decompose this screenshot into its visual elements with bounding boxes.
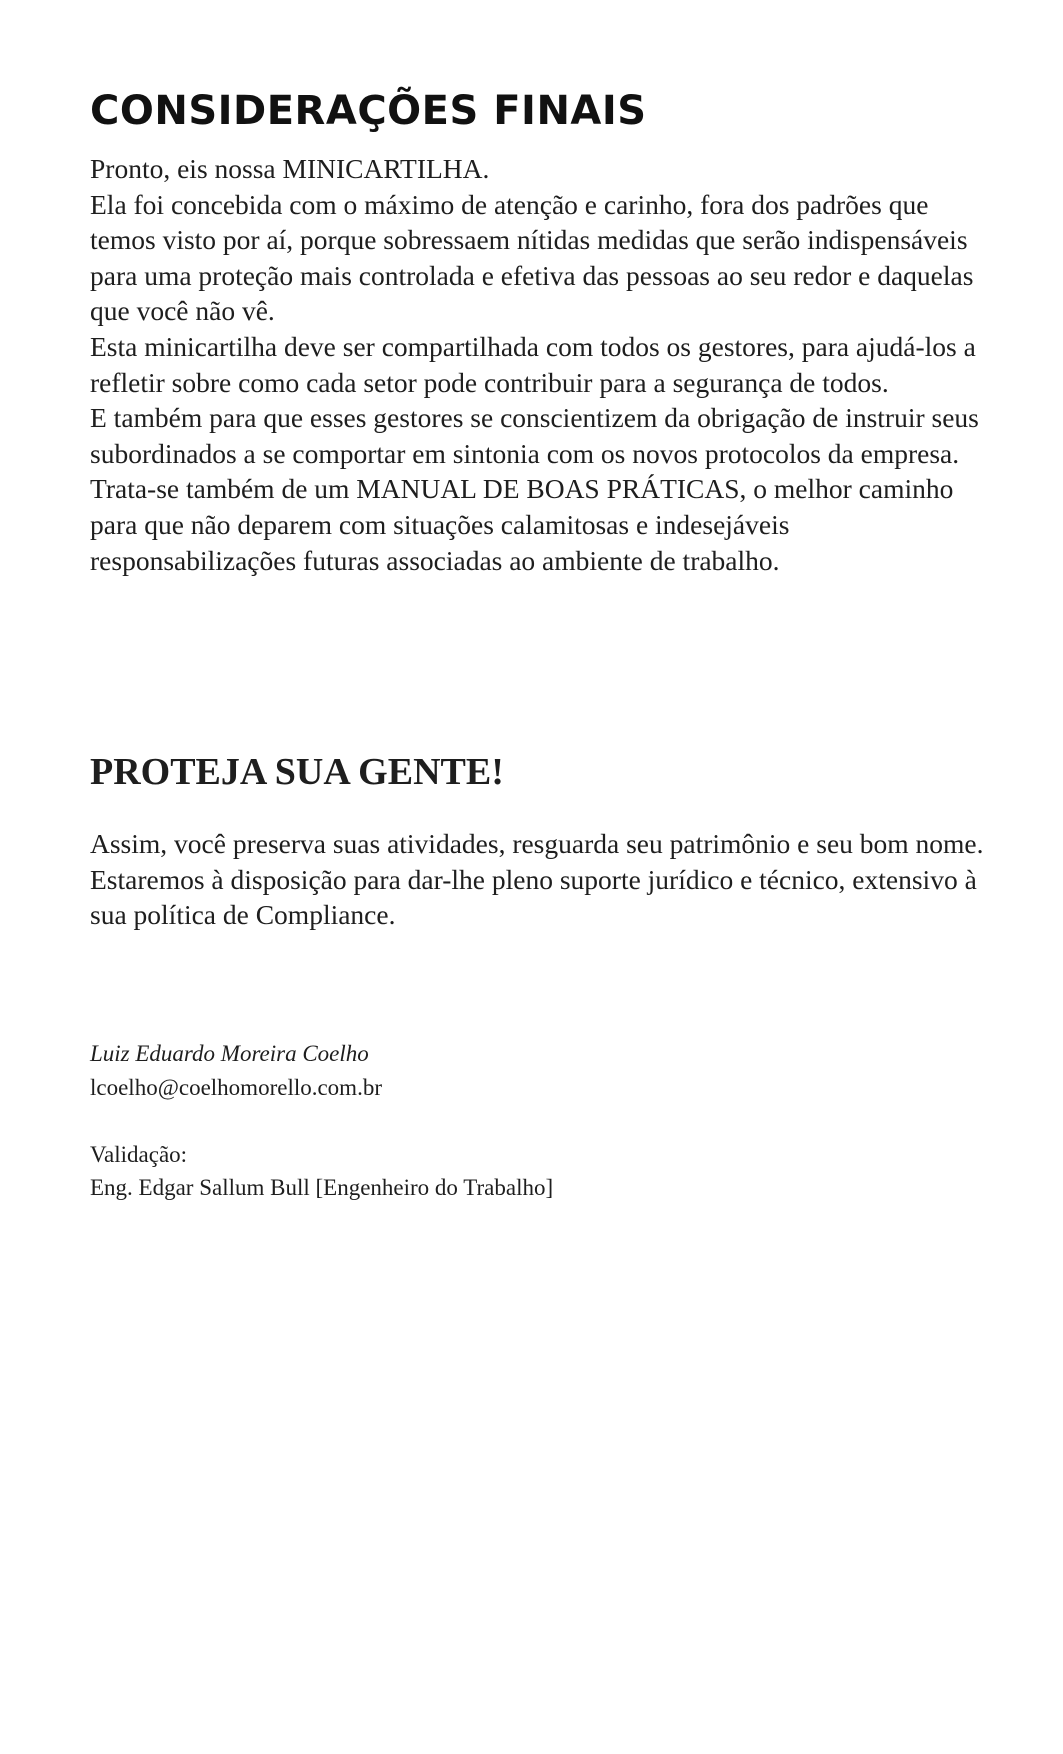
closing-section bbox=[90, 826, 990, 933]
validator-name: Eng. Edgar Sallum Bull [Engenheiro do Trabalho] bbox=[90, 1175, 554, 1200]
tagline: PROTEJA SUA GENTE! bbox=[90, 751, 504, 793]
author-name: Luiz Eduardo Moreira Coelho bbox=[90, 1041, 369, 1066]
intro-paragraph: Ela foi concebida com o máximo de atenção e carinho, fora dos padrões que temos visto por aí, porque sobressaem nítidas medidas que serão indispensáveis para uma proteção mais controlada e efetiva das pessoas ao seu redor e daquelas que você não vê. bbox=[90, 188, 974, 327]
intro-paragraph: E também para que esses gestores se conscientizem da obrigação de instruir seus subordinados a se comportar em sintonia com os novos protocolos da empresa. bbox=[90, 402, 979, 469]
intro-paragraph: Pronto, eis nossa MINICARTILHA. bbox=[90, 153, 490, 184]
intro-paragraph: Trata-se também de um MANUAL DE BOAS PRÁTICAS, o melhor caminho para que não deparem com situações calamitosas e indesejáveis responsabilizações futuras associadas ao ambiente de trabalho. bbox=[90, 473, 954, 576]
page-title: CONSIDERAÇÕES FINAIS bbox=[90, 88, 647, 134]
intro-section bbox=[90, 151, 990, 578]
intro-paragraph: Esta minicartilha deve ser compartilhada com todos os gestores, para ajudá-los a refletir sobre como cada setor pode contribuir para a segurança de todos. bbox=[90, 330, 976, 398]
validation-label: Validação: bbox=[90, 1142, 188, 1167]
author-email: lcoelho@coelhomorello.com.br bbox=[90, 1075, 382, 1100]
closing-paragraph: Assim, você preserva suas atividades, resguarda seu patrimônio e seu bom nome. Estaremos à disposição para dar-lhe pleno suporte jurídico e técnico, extensivo à sua política de Compliance. bbox=[90, 828, 984, 931]
